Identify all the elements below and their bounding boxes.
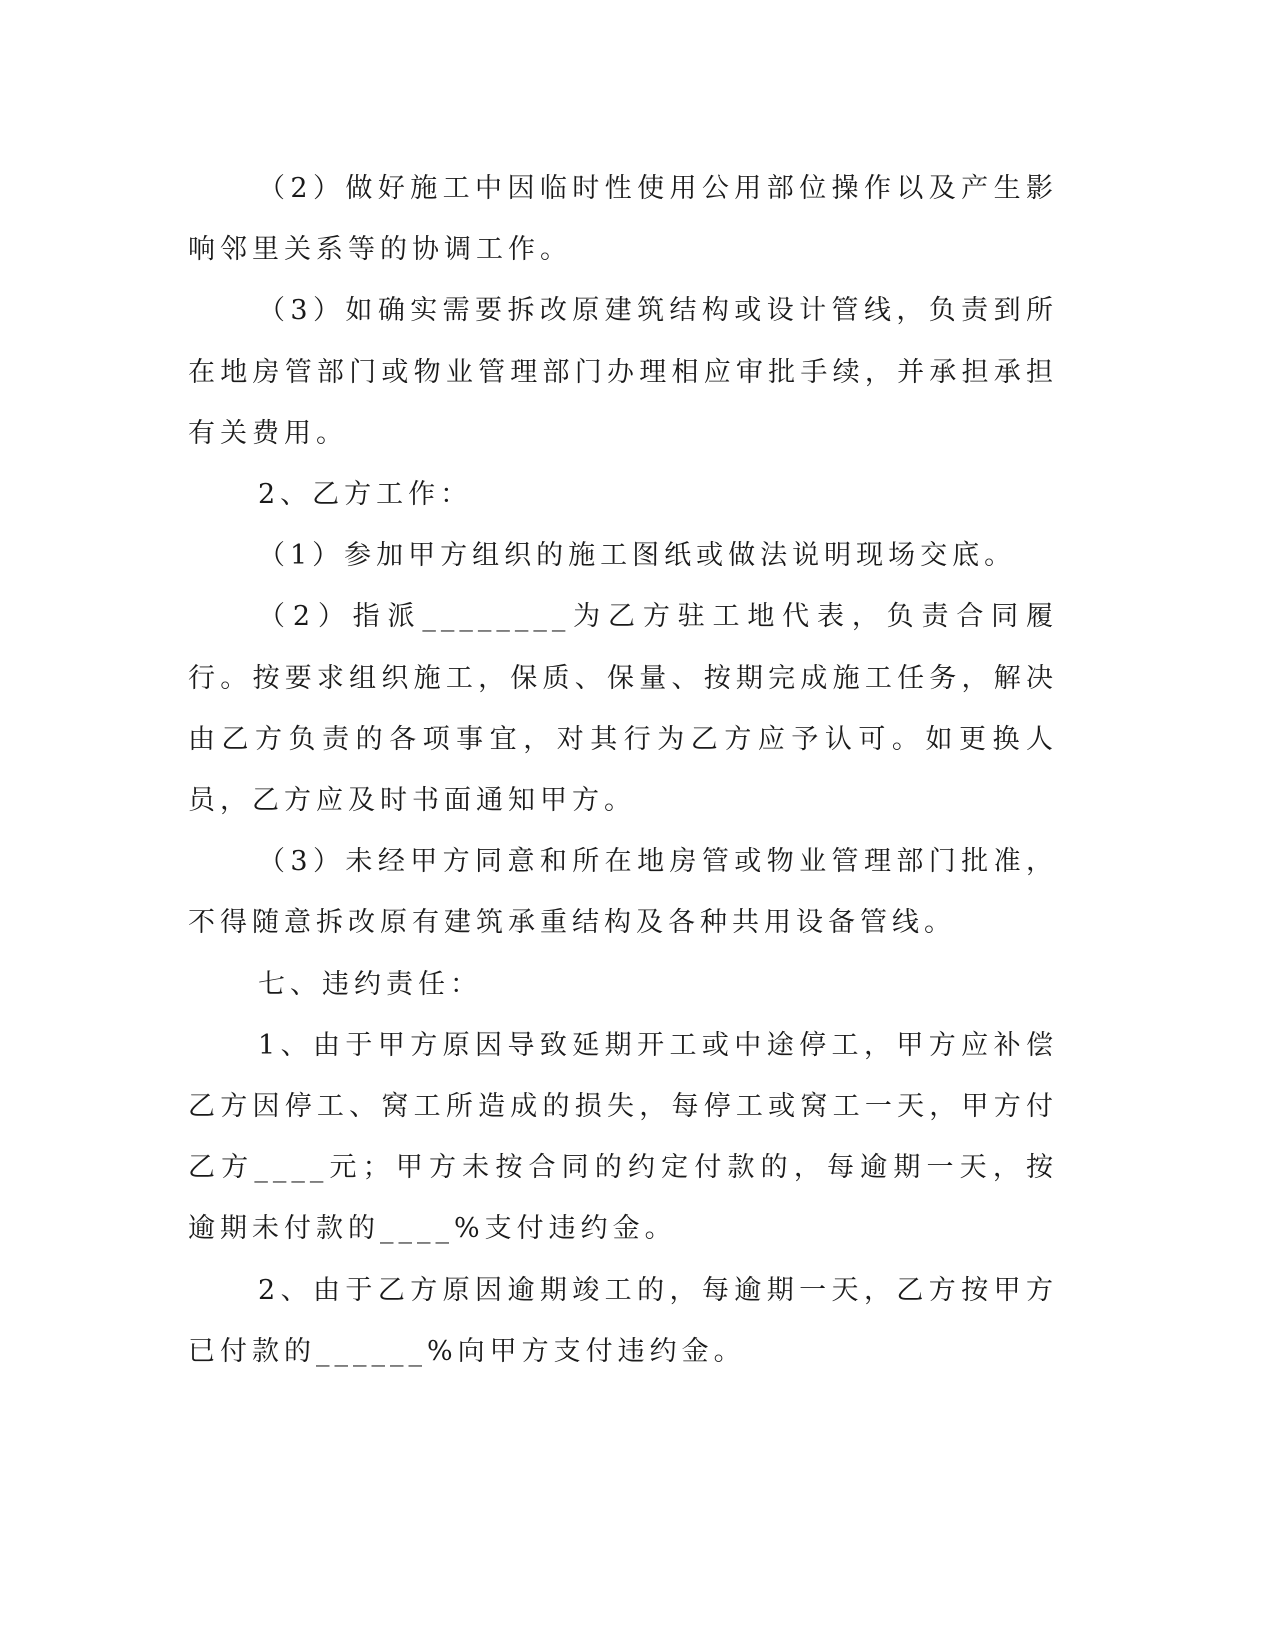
paragraph-party-a-duty-2: （2）做好施工中因临时性使用公用部位操作以及产生影响邻里关系等的协调工作。 [188,173,1058,266]
document-body [188,158,1058,1382]
paragraph-party-b-duty-2: （2）指派________为乙方驻工地代表，负责合同履行。按要求组织施工，保质、保量、按期完成施工任务，解决由乙方负责的各项事宜，对其行为乙方应予认可。如更换人员，乙方应及时书面通知甲方。 [188,601,1058,817]
paragraph-breach-2: 2、由于乙方原因逾期竣工的，每逾期一天，乙方按甲方已付款的______%向甲方支付违约金。 [188,1274,1058,1367]
paragraph-party-b-duty-3: （3）未经甲方同意和所在地房管或物业管理部门批准，不得随意拆改原有建筑承重结构及各种共用设备管线。 [188,846,1058,939]
heading-breach-liability: 七、违约责任： [258,968,482,1000]
paragraph-breach-1: 1、由于甲方原因导致延期开工或中途停工，甲方应补偿乙方因停工、窝工所造成的损失，每停工或窝工一天，甲方付乙方____元；甲方未按合同的约定付款的，每逾期一天，按逾期未付款的____%支付违约金。 [188,1029,1058,1245]
paragraph-party-a-duty-3: （3）如确实需要拆改原建筑结构或设计管线，负责到所在地房管部门或物业管理部门办理相应审批手续，并承担承担有关费用。 [188,295,1058,449]
heading-party-b-work: 2、乙方工作： [258,479,473,511]
paragraph-party-b-duty-1: （1）参加甲方组织的施工图纸或做法说明现场交底。 [258,540,1017,572]
